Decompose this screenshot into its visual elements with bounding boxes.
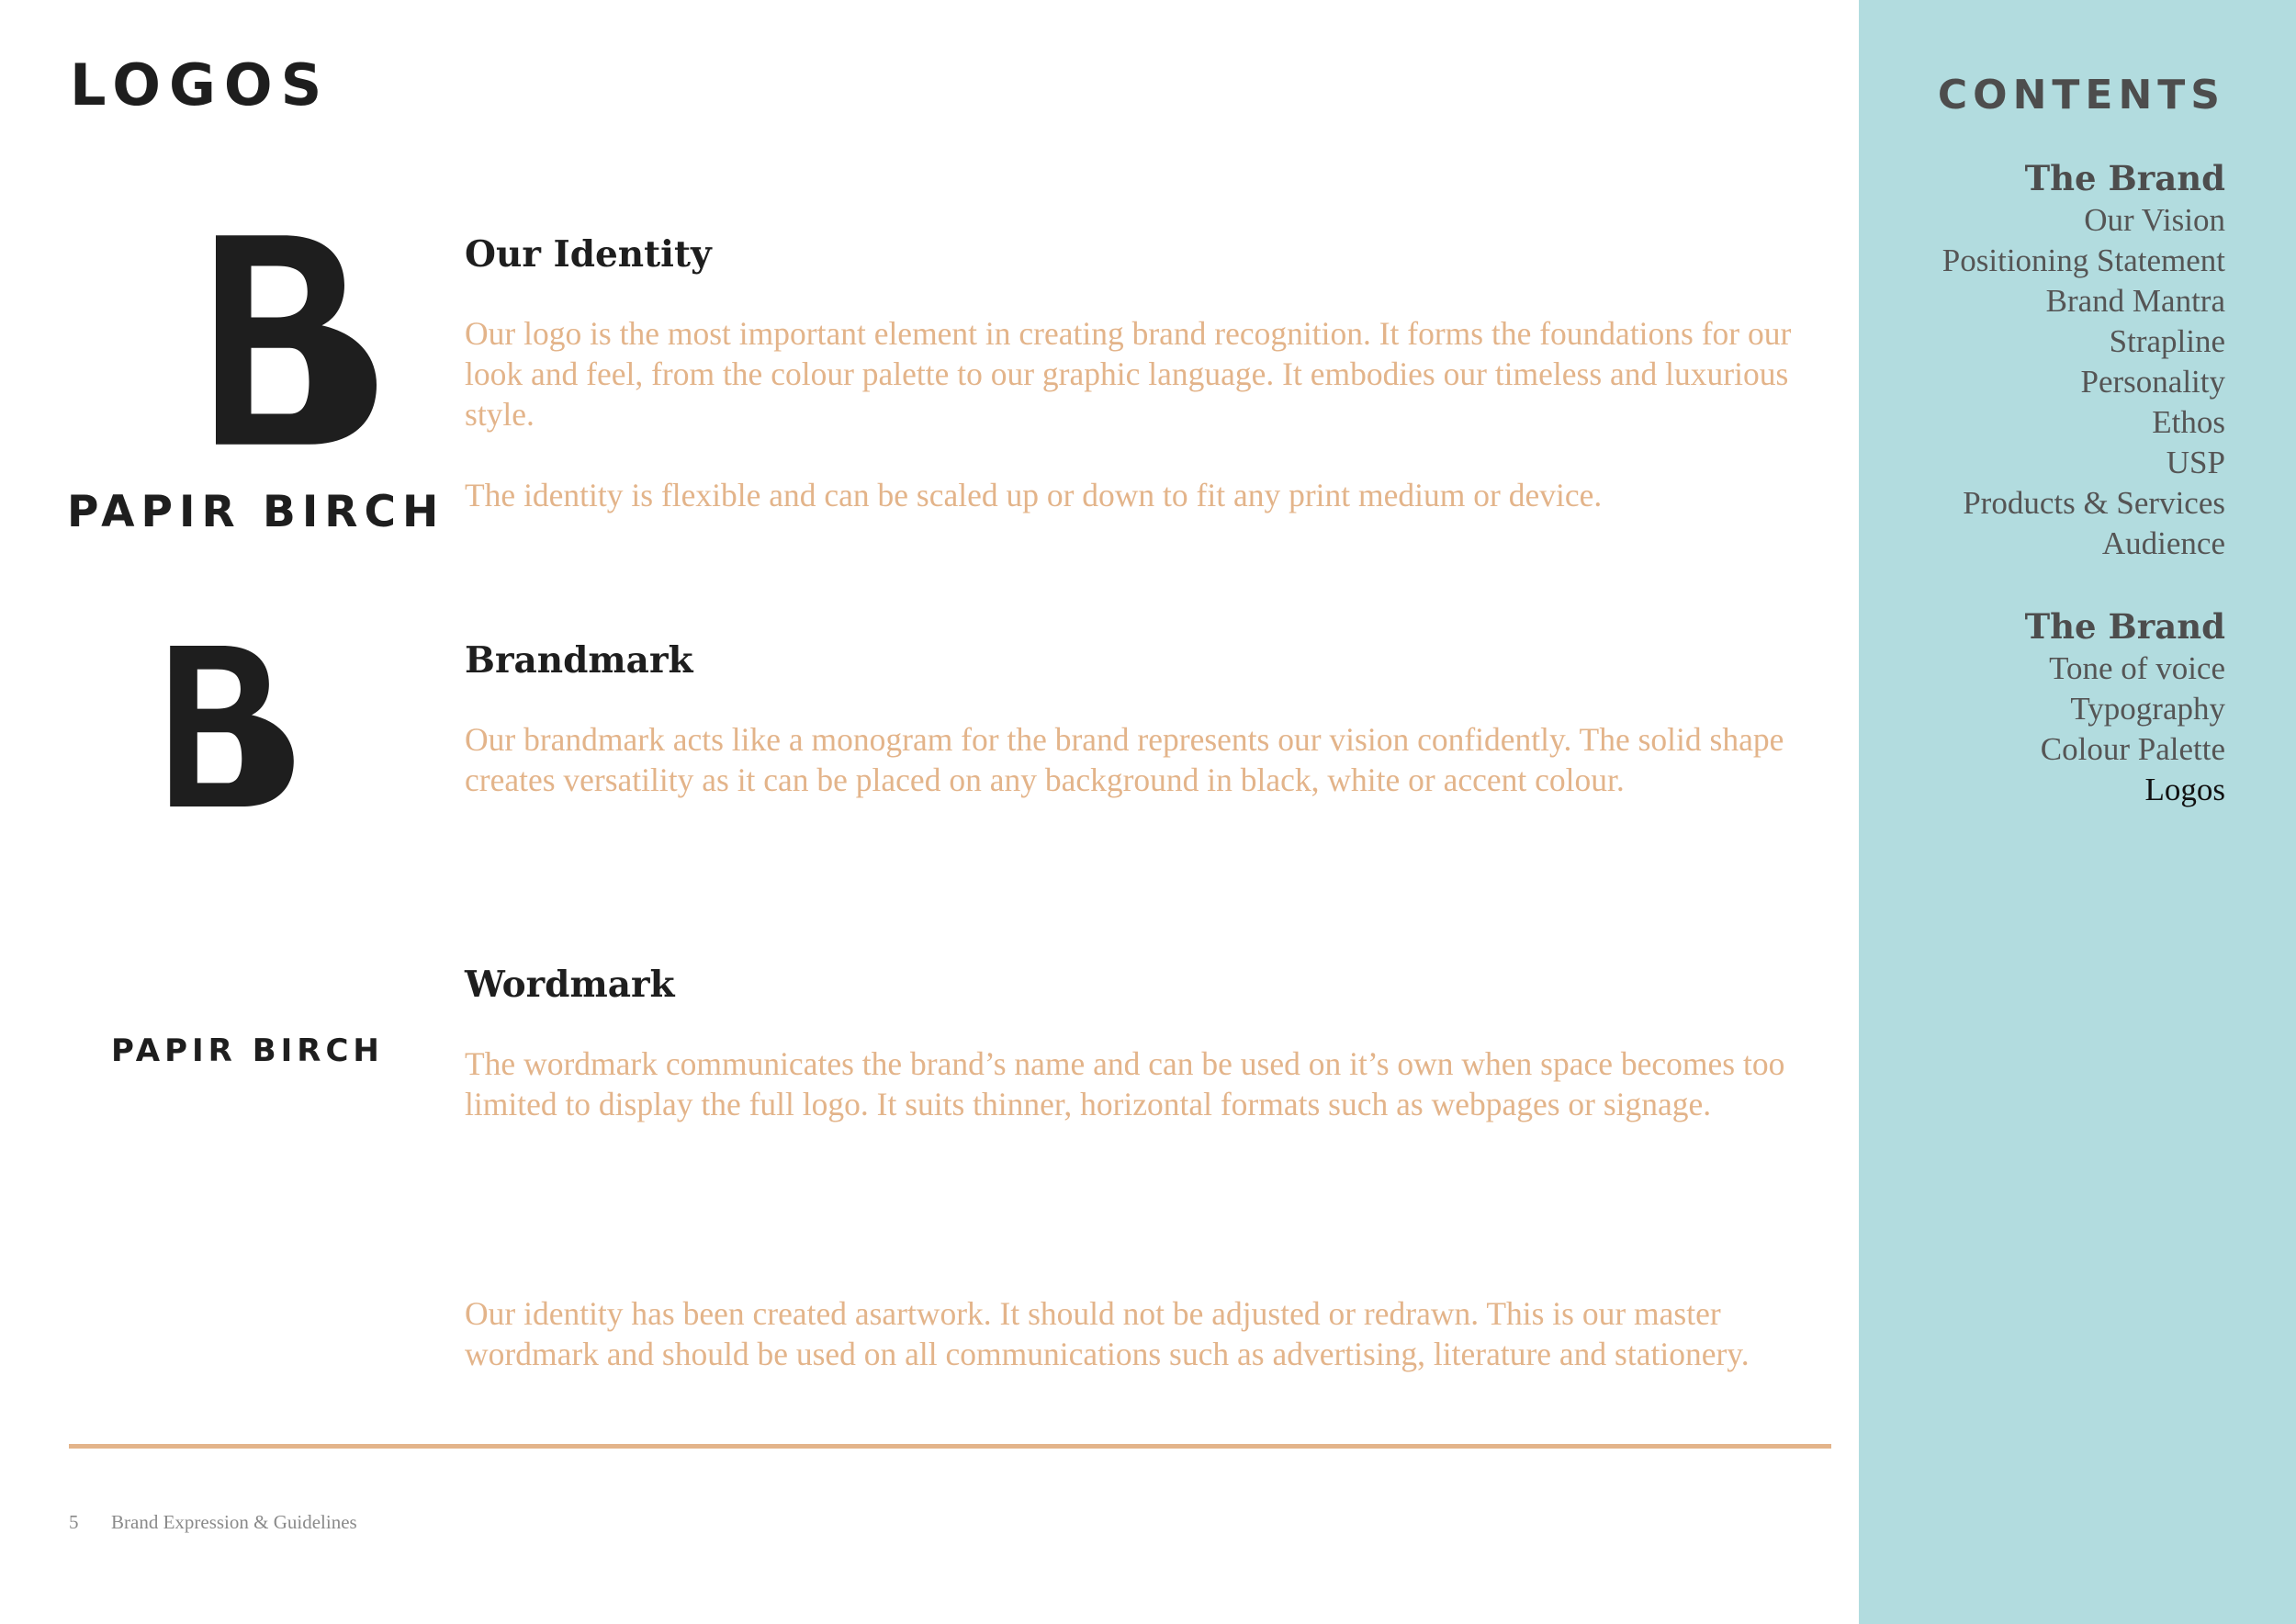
section-paragraph: Our identity has been created asartwork. It should not be adjusted or redrawn. This is our master wordmark and should be used on all communications such as advertising, literature and stationery. bbox=[465, 1295, 1750, 1372]
toc-item-colour-palette[interactable]: Colour Palette bbox=[2040, 731, 2225, 767]
toc-item-tone-of-voice[interactable]: Tone of voice bbox=[2049, 650, 2225, 686]
toc-item-brand-mantra[interactable]: Brand Mantra bbox=[2045, 283, 2225, 319]
toc-item-usp[interactable]: USP bbox=[2166, 445, 2225, 480]
section-our-identity bbox=[465, 233, 1824, 515]
sidebar-title: CONTENTS bbox=[1937, 72, 2225, 118]
contents-sidebar bbox=[1859, 0, 2296, 1624]
page-title: LOGOS bbox=[70, 51, 331, 118]
toc-item-our-vision[interactable]: Our Vision bbox=[2084, 202, 2225, 238]
wordmark-graphic: PAPIR BIRCH bbox=[111, 1032, 384, 1069]
toc-item-products-services[interactable]: Products & Services bbox=[1963, 485, 2225, 521]
toc-item-strapline[interactable]: Strapline bbox=[2109, 323, 2225, 359]
section-heading: Brandmark bbox=[465, 639, 693, 682]
toc-item-typography[interactable]: Typography bbox=[2070, 691, 2225, 727]
section-master-artwork bbox=[465, 1293, 1824, 1374]
logo-wordmark-text: PAPIR BIRCH bbox=[67, 487, 445, 537]
section-paragraph: Our brandmark acts like a monogram for the brand represents our vision confidently. The solid shape creates versatility as it can be placed on any background in black, white or accent colour. bbox=[465, 721, 1784, 798]
section-paragraph: The identity is flexible and can be scaled up or down to fit any print medium or device. bbox=[465, 477, 1603, 513]
section-wordmark bbox=[465, 964, 1824, 1124]
toc-item-audience[interactable]: Audience bbox=[2101, 525, 2225, 561]
brandmark-b-icon bbox=[170, 646, 294, 806]
section-paragraph: The wordmark communicates the brand’s name and can be used on it’s own when space becomes too limited to display the full logo. It suits thinner, horizontal formats such as webpages or signage. bbox=[465, 1045, 1785, 1122]
toc-item-positioning-statement[interactable]: Positioning Statement bbox=[1941, 242, 2225, 278]
section-paragraph: Our logo is the most important element in creating brand recognition. It forms the foundations for our look and feel, from the colour palette to our graphic language. It embodies our timeless and luxurious style. bbox=[465, 315, 1792, 433]
section-brandmark bbox=[465, 639, 1824, 800]
section-heading: Our Identity bbox=[465, 233, 712, 276]
b-monogram-icon bbox=[216, 234, 377, 445]
section-heading: Wordmark bbox=[465, 964, 675, 1006]
toc-item-personality[interactable]: Personality bbox=[2080, 364, 2225, 400]
toc-group bbox=[1942, 156, 2225, 564]
toc-item-ethos[interactable]: Ethos bbox=[2152, 404, 2225, 440]
document-title: Brand Expression & Guidelines bbox=[111, 1511, 357, 1533]
toc-group-heading[interactable]: The Brand bbox=[2024, 606, 2225, 647]
toc-item-logos[interactable]: Logos bbox=[2144, 772, 2225, 807]
full-logo bbox=[64, 234, 445, 537]
page-number: 5 bbox=[69, 1511, 79, 1533]
page-footer bbox=[69, 1511, 357, 1534]
toc-group-heading[interactable]: The Brand bbox=[2024, 158, 2225, 198]
toc-group bbox=[2025, 604, 2225, 810]
footer-divider bbox=[69, 1444, 1831, 1449]
